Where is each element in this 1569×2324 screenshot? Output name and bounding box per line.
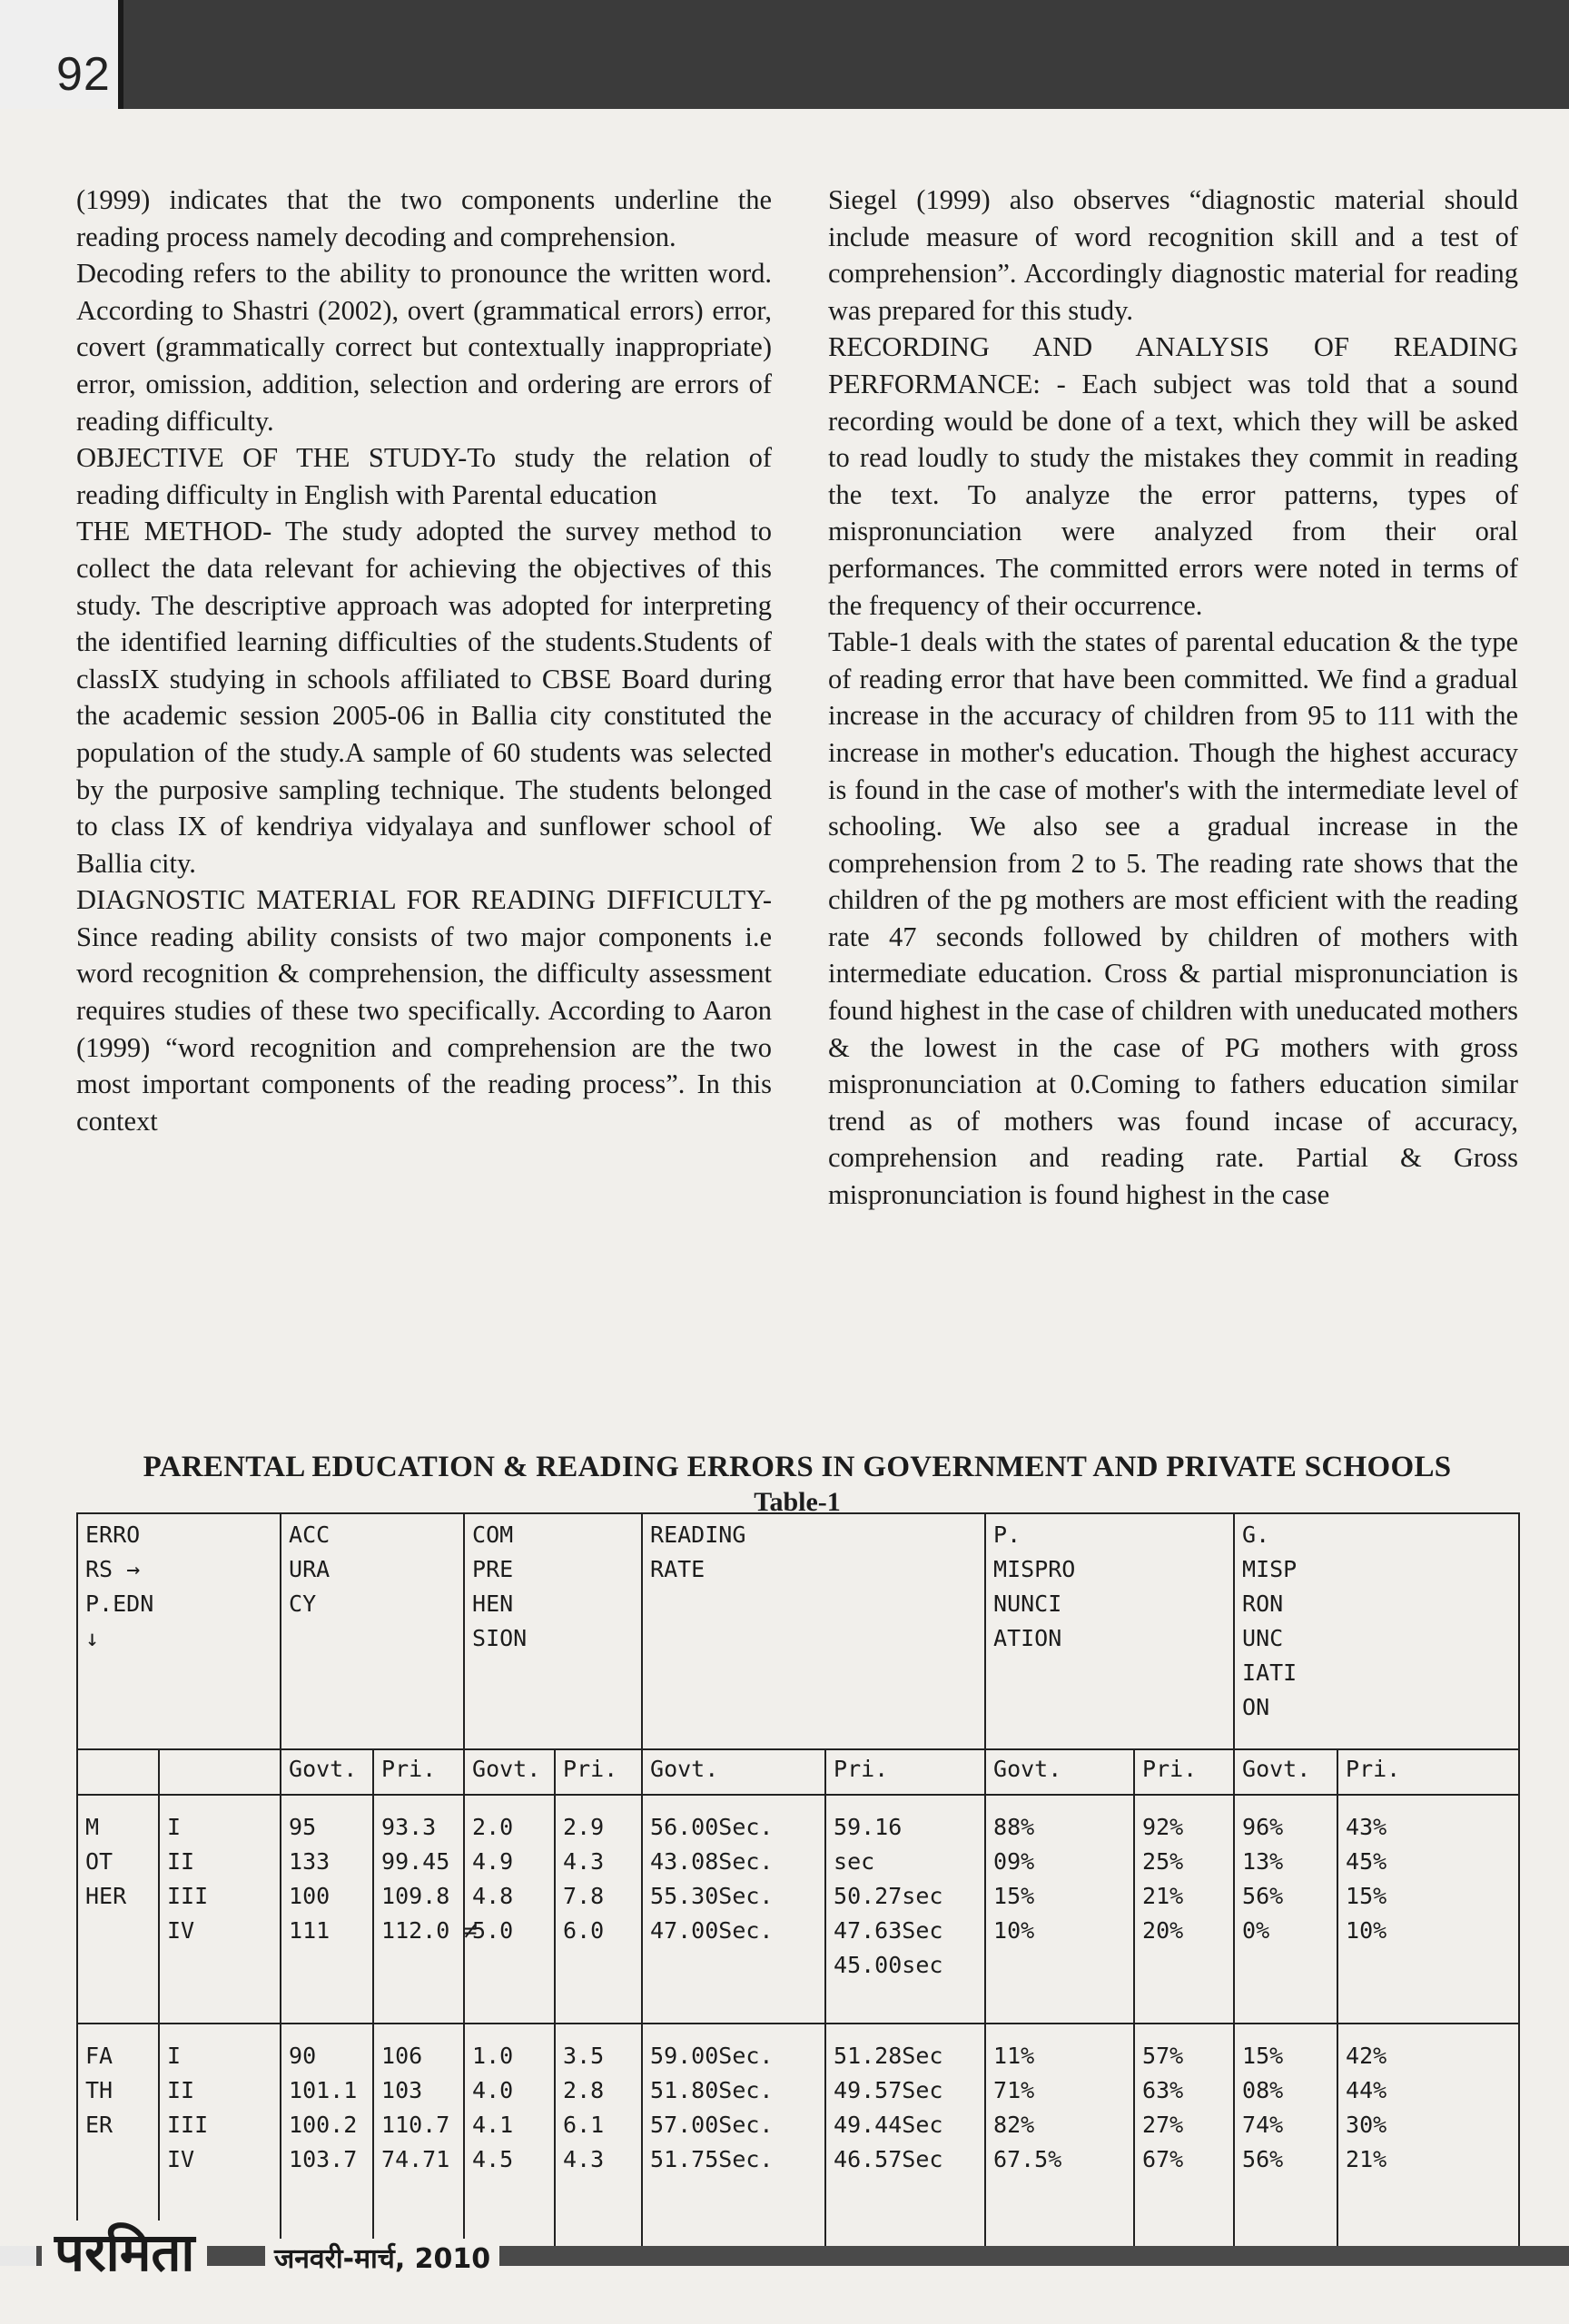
cell-value: sec [834, 1848, 875, 1875]
comprehension-govt [464, 2024, 555, 2252]
cell-value: 101.1 [289, 2077, 358, 2103]
gross-mispronunciation-header [1234, 1513, 1519, 1749]
cell-value: 57.00Sec. [650, 2112, 774, 2138]
cell-value: 45% [1346, 1848, 1387, 1875]
cell-value: 25% [1142, 1848, 1184, 1875]
header-line: P.EDN [85, 1590, 154, 1617]
cell-value: 27% [1142, 2112, 1184, 2138]
right-column [828, 182, 1518, 1214]
header-line: RON [1242, 1590, 1284, 1617]
footer-bar-edge [0, 2246, 36, 2266]
paragraph: RECORDING AND ANALYSIS OF READING PERFORMANCE: - Each subject was told that a sound recording would be done of a text, which they will be asked to read loudly to study the mistakes they commit in reading the text. To analyze the error patterns, types of mispronunciation were analyzed from their oral performances. The committed errors were noted in terms of the frequency of their occurrence. [828, 331, 1518, 621]
accuracy-pri [373, 1795, 478, 2024]
cell-value: 110.7 [381, 2112, 450, 2138]
header-line: CY [289, 1590, 317, 1617]
cell-value: 56% [1242, 2146, 1284, 2172]
comprehension-govt [464, 1795, 555, 2024]
cell-value: 11% [993, 2043, 1035, 2069]
header-line: HEN [472, 1590, 514, 1617]
header-line: ATION [993, 1625, 1062, 1651]
cell-value: I [167, 1814, 182, 1840]
footer-brand: परमिता [42, 2221, 207, 2284]
paragraph: Table-1 deals with the states of parental education & the type of reading error that have been committed. We find a gradual increase in the accuracy of children from 95 to 111 with the increase in mother's education. Though the highest accuracy is found in the case of mother's with the intermediate level of schooling. We also see a gradual increase in the comprehension from 2 to 5. The reading rate shows that the children of the pg mothers are most efficient with the reading rate 47 seconds followed by children of mothers with intermediate education. Cross & partial mispronunciation is found highest in the case of children with uneducated mothers & the lowest in the case of PG mothers with gross mispronunciation at 0.Coming to fathers education similar trend as of mothers was found incase of accuracy, comprehension and reading rate. Partial & Gross mispronunciation is found highest in the case [828, 626, 1518, 1211]
cell-value: 96% [1242, 1814, 1284, 1840]
cell-value: 44% [1346, 2077, 1387, 2103]
cell-value: 42% [1346, 2043, 1387, 2069]
accuracy-govt [281, 2024, 373, 2252]
cell-value: 56% [1242, 1883, 1284, 1909]
cell-value: 111 [289, 1917, 331, 1944]
cell-value: 67.5% [993, 2146, 1062, 2172]
cell-value: 47.00Sec. [650, 1917, 774, 1944]
header-line: URA [289, 1556, 331, 1582]
govt-subheader: Govt. [642, 1749, 825, 1795]
cell-value: 45.00sec [834, 1952, 943, 1978]
cell-value: 51.75Sec. [650, 2146, 774, 2172]
cell-value: 15% [1242, 2043, 1284, 2069]
header-line: NUNCI [993, 1590, 1062, 1617]
accuracy-header [281, 1513, 464, 1749]
cell-value: 7.8 [563, 1883, 605, 1909]
accuracy-pri [373, 2024, 464, 2252]
cell-value: 93.3 [381, 1814, 437, 1840]
cell-value: I [167, 2043, 182, 2069]
govt-subheader: Govt. [464, 1749, 555, 1795]
paragraph: THE METHOD- The study adopted the survey method to collect the data relevant for achieving the objectives of this study. The descriptive approach was adopted for interpreting the identified learning difficulties of the students.Students of classIX studying in schools affiliated to CBSE Board during the academic session 2005-06 in Ballia city constituted the population of the study.A sample of 60 students was selected by the purposive sampling technique. The students belonged to class IX of kendriya vidyalaya and sunflower school of Ballia city. [76, 516, 772, 879]
cell-value: 10% [1346, 1917, 1387, 1944]
cell-value: 6.0 [563, 1917, 605, 1944]
cell-value: 82% [993, 2112, 1035, 2138]
pri-subheader: Pri. [1337, 1749, 1519, 1795]
footer-bar [0, 2246, 1569, 2266]
cell-value: 74.71 [381, 2146, 450, 2172]
header-line: P. [993, 1521, 1021, 1548]
cell-value: 4.3 [563, 1848, 605, 1875]
cell-value: 4.3 [563, 2146, 605, 2172]
corner-header [77, 1513, 281, 1749]
reading-rate-govt [642, 1795, 825, 2024]
header-line: COM [472, 1521, 514, 1548]
cell-value: 51.80Sec. [650, 2077, 774, 2103]
cell-value: 74% [1242, 2112, 1284, 2138]
header-line: MISP [1242, 1556, 1298, 1582]
cell-value: 95 [289, 1814, 317, 1840]
cell-value: 100.2 [289, 2112, 358, 2138]
parent-label [77, 1795, 159, 2024]
cell-value: II [167, 1848, 195, 1875]
cell-value: 112.0 ≠ [381, 1917, 478, 1944]
pri-subheader: Pri. [555, 1749, 642, 1795]
cell-value: 92% [1142, 1814, 1184, 1840]
partial-mispronunciation-pri [1134, 2024, 1234, 2252]
cell-value: 63% [1142, 2077, 1184, 2103]
header-line: G. [1242, 1521, 1270, 1548]
cell-value: 43.08Sec. [650, 1848, 774, 1875]
cell-value: 21% [1142, 1883, 1184, 1909]
govt-subheader: Govt. [1234, 1749, 1337, 1795]
table-caption: Table-1 [754, 1487, 841, 1517]
education-levels [159, 1795, 281, 2024]
header-line: ERRO [85, 1521, 141, 1548]
header-line: IATI [1242, 1659, 1298, 1686]
comprehension-pri [555, 2024, 642, 2252]
cell-value: 4.0 [472, 2077, 514, 2103]
header-line: RS → [85, 1556, 141, 1582]
mother-group-row [77, 1795, 1519, 2024]
cell-value: 21% [1346, 2146, 1387, 2172]
cell-value: 59.00Sec. [650, 2043, 774, 2069]
reading-rate-pri [825, 1795, 985, 2024]
cell-value: HER [85, 1883, 127, 1909]
header-line: RATE [650, 1556, 706, 1582]
header-line: MISPRO [993, 1556, 1076, 1582]
pri-subheader: Pri. [373, 1749, 464, 1795]
header-line: PRE [472, 1556, 514, 1582]
cell-value: 5.0 [472, 1917, 514, 1944]
reading-rate-header [642, 1513, 985, 1749]
top-banner [0, 0, 1569, 109]
footer-date: जनवरी-मार्च, 2010 [265, 2239, 499, 2276]
cell-value: OT [85, 1848, 113, 1875]
partial-mispronunciation-header [985, 1513, 1234, 1749]
paragraph: Siegel (1999) also observes “diagnostic material should include measure of word recognition skill and a test of comprehension”. Accordingly diagnostic material for reading was prepared for this study. [828, 184, 1518, 326]
cell-value: 88% [993, 1814, 1035, 1840]
gross-mispronunciation-govt [1234, 2024, 1337, 2252]
table-title: PARENTAL EDUCATION & READING ERRORS IN GOVERNMENT AND PRIVATE SCHOOLS [143, 1451, 1452, 1483]
gross-mispronunciation-pri [1337, 2024, 1519, 2252]
cell-value: 99.45 [381, 1848, 450, 1875]
header-line: UNC [1242, 1625, 1284, 1651]
paragraph: OBJECTIVE OF THE STUDY-To study the relation of reading difficulty in English with Parental education [76, 442, 772, 510]
cell-value: 47.63Sec [834, 1917, 943, 1944]
cell-value: FA [85, 2043, 113, 2069]
cell-value: 2.8 [563, 2077, 605, 2103]
cell-value: 109.8 [381, 1883, 450, 1909]
reading-rate-govt [642, 2024, 825, 2252]
cell-value: 2.0 [472, 1814, 514, 1840]
partial-mispronunciation-pri [1134, 1795, 1234, 2024]
pri-subheader: Pri. [1134, 1749, 1234, 1795]
cell-value: 46.57Sec [834, 2146, 943, 2172]
cell-value: 71% [993, 2077, 1035, 2103]
data-table [76, 1512, 1520, 2253]
reading-rate-pri [825, 2024, 985, 2252]
cell-value: III [167, 1883, 209, 1909]
parent-label [77, 2024, 159, 2252]
education-levels [159, 2024, 281, 2252]
cell-value: III [167, 2112, 209, 2138]
cell-value: 0% [1242, 1917, 1270, 1944]
gross-mispronunciation-govt [1234, 1795, 1337, 2024]
cell-value: 15% [1346, 1883, 1387, 1909]
cell-value: 4.1 [472, 2112, 514, 2138]
cell-value: TH [85, 2077, 113, 2103]
accuracy-govt [281, 1795, 373, 2024]
cell-value: 4.5 [472, 2146, 514, 2172]
cell-value: 4.8 [472, 1883, 514, 1909]
gross-mispronunciation-pri [1337, 1795, 1519, 2024]
cell-value: 59.16 [834, 1814, 903, 1840]
cell-value: 57% [1142, 2043, 1184, 2069]
comprehension-pri [555, 1795, 642, 2024]
pri-subheader: Pri. [825, 1749, 985, 1795]
comprehension-header [464, 1513, 642, 1749]
cell-value: 43% [1346, 1814, 1387, 1840]
cell-value: M [85, 1814, 100, 1840]
cell-value: 08% [1242, 2077, 1284, 2103]
cell-value: 30% [1346, 2112, 1387, 2138]
cell-value: 49.57Sec [834, 2077, 943, 2103]
cell-value: 6.1 [563, 2112, 605, 2138]
paragraph: (1999) indicates that the two components underline the reading process namely decoding and comprehension. [76, 184, 772, 252]
table-cell [159, 1749, 281, 1795]
cell-value: 15% [993, 1883, 1035, 1909]
cell-value: 90 [289, 2043, 317, 2069]
cell-value: 3.5 [563, 2043, 605, 2069]
cell-value: IV [167, 2146, 195, 2172]
cell-value: 56.00Sec. [650, 1814, 774, 1840]
cell-value: 1.0 [472, 2043, 514, 2069]
cell-value: 20% [1142, 1917, 1184, 1944]
cell-value: 106 [381, 2043, 423, 2069]
cell-value: 67% [1142, 2146, 1184, 2172]
header-line: ACC [289, 1521, 331, 1548]
paragraph: DIAGNOSTIC MATERIAL FOR READING DIFFICULTY- Since reading ability consists of two major components i.e word recognition & comprehension, the difficulty assessment requires studies of these two specifically. According to Aaron (1999) “word recognition and comprehension are the two most important components of the reading process”. In this context [76, 884, 772, 1137]
top-banner-rule [118, 0, 123, 109]
partial-mispronunciation-govt [985, 2024, 1134, 2252]
cell-value: 103 [381, 2077, 423, 2103]
cell-value: ER [85, 2112, 113, 2138]
cell-value: 4.9 [472, 1848, 514, 1875]
cell-value: 50.27sec [834, 1883, 943, 1909]
cell-value: 100 [289, 1883, 331, 1909]
paragraph: Decoding refers to the ability to pronounce the written word. According to Shastri (2002), overt (grammatical errors) error, covert (grammatically correct but contextually inappropriate) error, omission, addition, selection and ordering are errors of reading difficulty. [76, 258, 772, 437]
cell-value: 49.44Sec [834, 2112, 943, 2138]
header-line: ON [1242, 1694, 1270, 1720]
table-cell [77, 1749, 159, 1795]
header-line: READING [650, 1521, 746, 1548]
cell-value: 10% [993, 1917, 1035, 1944]
cell-value: 55.30Sec. [650, 1883, 774, 1909]
cell-value: 13% [1242, 1848, 1284, 1875]
cell-value: II [167, 2077, 195, 2103]
cell-value: 09% [993, 1848, 1035, 1875]
govt-subheader: Govt. [281, 1749, 373, 1795]
father-group-row [77, 2024, 1519, 2252]
header-row [77, 1513, 1519, 1749]
page-number: 92 [56, 48, 111, 101]
header-line: ↓ [85, 1625, 100, 1651]
cell-value: 51.28Sec [834, 2043, 943, 2069]
subheader-row [77, 1749, 1519, 1795]
cell-value: 133 [289, 1848, 331, 1875]
partial-mispronunciation-govt [985, 1795, 1134, 2024]
header-line: SION [472, 1625, 528, 1651]
cell-value: 2.9 [563, 1814, 605, 1840]
left-column [76, 182, 772, 1139]
govt-subheader: Govt. [985, 1749, 1134, 1795]
cell-value: 103.7 [289, 2146, 358, 2172]
cell-value: IV [167, 1917, 195, 1944]
